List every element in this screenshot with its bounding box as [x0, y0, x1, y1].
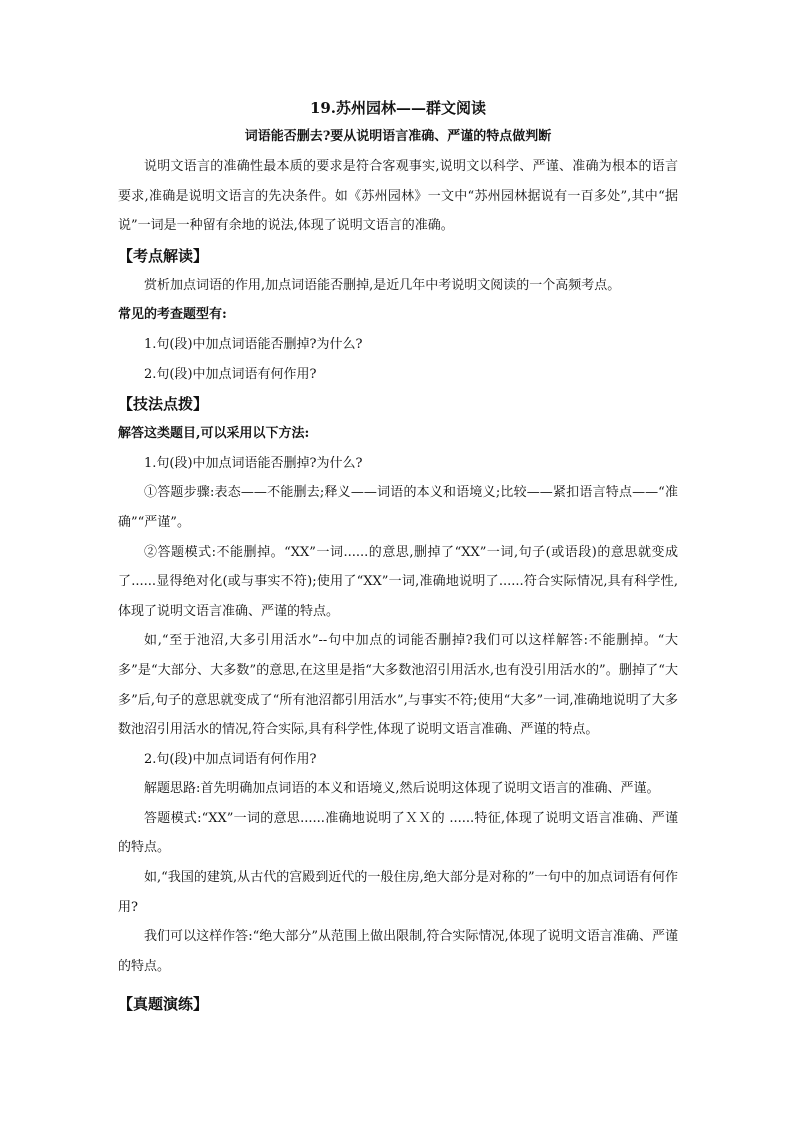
kaodian-question-1: 1.句(段)中加点词语能否删掉?为什么? — [144, 336, 363, 352]
section-heading-jifa: 【技法点拨】 — [118, 395, 209, 414]
jifa-thinking: 解题思路:首先明确加点词语的本义和语境义,然后说明这体现了说明文语言的准确、严谨。 — [144, 781, 660, 797]
jifa-question-1: 1.句(段)中加点词语能否删掉?为什么? — [144, 455, 363, 471]
kaodian-question-2: 2.句(段)中加点词语有何作用? — [144, 366, 317, 382]
jifa-lead: 解答这类题目,可以采用以下方法: — [118, 426, 310, 442]
kaodian-lead: 常见的考查题型有: — [118, 307, 227, 323]
jifa-mode: ②答题模式:不能删掉。“XX”一词......的意思,删掉了“XX”一词,句子(或语段)的意思就变成了......显得绝对化(或与事实不符);使用了“XX”一词,准确地说明了......符合实际情况,具有科学性,体现了说明文语言准确、严谨的特点。 — [118, 544, 678, 619]
jifa-answer-2: 我们可以这样作答:“绝大部分”从范围上做出限制,符合实际情况,体现了说明文语言准确、严谨的特点。 — [118, 929, 678, 974]
page-title: 19.苏州园林——群文阅读 — [309, 99, 487, 117]
kaodian-paragraph: 赏析加点词语的作用,加点词语能否删掉,是近几年中考说明文阅读的一个高频考点。 — [144, 277, 621, 293]
document-body — [118, 98, 678, 1019]
jifa-steps: ①答题步骤:表态——不能删去;释义——词语的本义和语境义;比较——紧扣语言特点——“准确”“严谨”。 — [118, 485, 678, 530]
jifa-example-2: 如,“我国的建筑,从古代的宫殿到近代的一般住房,绝大部分是对称的”一句中的加点词语有何作用? — [118, 870, 678, 915]
section-heading-zhenti: 【真题演练】 — [118, 995, 209, 1014]
intro-paragraph: 说明文语言的准确性最本质的要求是符合客观事实,说明文以科学、严谨、准确为根本的语言要求,准确是说明文语言的先决条件。如《苏州园林》一文中“苏州园林据说有一百多处”,其中“据说”一词是一种留有余地的说法,体现了说明文语言的准确。 — [118, 159, 678, 234]
jifa-question-2: 2.句(段)中加点词语有何作用? — [144, 751, 317, 767]
section-heading-kaodian: 【考点解读】 — [118, 246, 209, 265]
jifa-mode-2: 答题模式:“XX”一词的意思......准确地说明了ＸＸ的 ......特征,体现了说明文语言准确、严谨的特点。 — [118, 810, 678, 856]
jifa-example: 如,“至于池沼,大多引用活水”--句中加点的词能否删掉?我们可以这样解答:不能删掉。“大多”是“大部分、大多数”的意思,在这里是指“大多数池沼引用活水,也有没引用活水的”。删掉了“大多”后,句子的意思就变成了“所有池沼都引用活水”,与事实不符;使用“大多”一词,准确地说明了大多数池沼引用活水的情况,符合实际,具有科学性,体现了说明文语言准确、严谨的特点。 — [118, 633, 678, 738]
page-subtitle: 词语能否删去?要从说明语言准确、严谨的特点做判断 — [244, 129, 552, 144]
